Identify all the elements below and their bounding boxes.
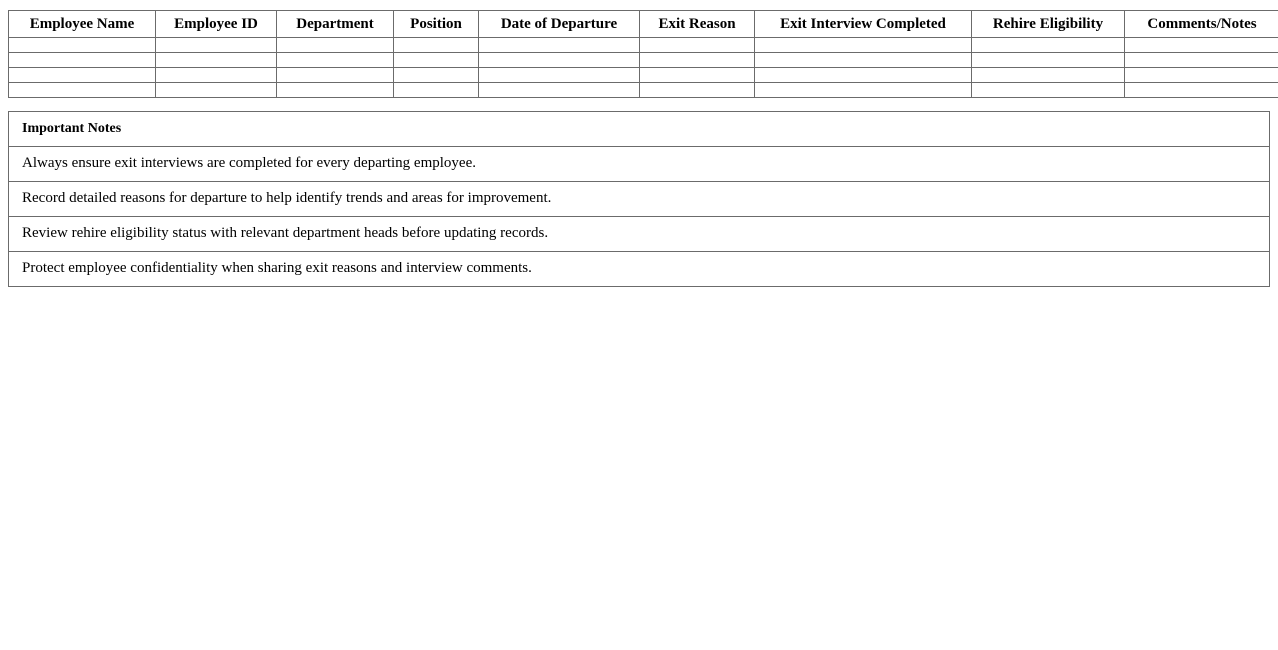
notes-header-row: [9, 112, 1270, 147]
cell-employee-id[interactable]: [156, 53, 277, 68]
cell-comments-notes[interactable]: [1125, 53, 1278, 68]
column-header-exit-reason: Exit Reason: [640, 11, 755, 38]
cell-date-of-departure[interactable]: [479, 68, 640, 83]
cell-employee-id[interactable]: [156, 38, 277, 53]
table-row[interactable]: [9, 38, 1278, 53]
cell-department[interactable]: [277, 53, 394, 68]
cell-employee-id[interactable]: [156, 83, 277, 98]
table-row[interactable]: [9, 83, 1278, 98]
cell-employee-name[interactable]: [9, 83, 156, 98]
cell-exit-reason[interactable]: [640, 68, 755, 83]
cell-exit-interview-completed[interactable]: [755, 38, 972, 53]
table-header-row: [9, 11, 1278, 38]
cell-exit-reason[interactable]: [640, 53, 755, 68]
important-notes-section: [8, 111, 1270, 287]
column-header-position: Position: [394, 11, 479, 38]
column-header-comments-notes: Comments/Notes: [1125, 11, 1278, 38]
cell-rehire-eligibility[interactable]: [972, 38, 1125, 53]
cell-exit-reason[interactable]: [640, 83, 755, 98]
note-item: Review rehire eligibility status with relevant department heads before updating records.: [9, 217, 1270, 252]
note-item: Record detailed reasons for departure to help identify trends and areas for improvement.: [9, 182, 1270, 217]
column-header-exit-interview-completed: Exit Interview Completed: [755, 11, 972, 38]
cell-exit-interview-completed[interactable]: [755, 68, 972, 83]
cell-department[interactable]: [277, 38, 394, 53]
employee-departure-table: [8, 10, 1278, 98]
notes-row: [9, 217, 1270, 252]
column-header-employee-name: Employee Name: [9, 11, 156, 38]
cell-date-of-departure[interactable]: [479, 53, 640, 68]
cell-exit-interview-completed[interactable]: [755, 83, 972, 98]
cell-position[interactable]: [394, 83, 479, 98]
cell-comments-notes[interactable]: [1125, 68, 1278, 83]
cell-rehire-eligibility[interactable]: [972, 83, 1125, 98]
cell-employee-id[interactable]: [156, 68, 277, 83]
important-notes-table: [8, 111, 1270, 287]
cell-employee-name[interactable]: [9, 53, 156, 68]
column-header-date-of-departure: Date of Departure: [479, 11, 640, 38]
table-row[interactable]: [9, 68, 1278, 83]
cell-exit-reason[interactable]: [640, 38, 755, 53]
notes-row: [9, 252, 1270, 287]
cell-rehire-eligibility[interactable]: [972, 53, 1125, 68]
note-item: Always ensure exit interviews are completed for every departing employee.: [9, 147, 1270, 182]
cell-date-of-departure[interactable]: [479, 38, 640, 53]
cell-comments-notes[interactable]: [1125, 38, 1278, 53]
table-header: [9, 11, 1278, 38]
cell-rehire-eligibility[interactable]: [972, 68, 1125, 83]
cell-comments-notes[interactable]: [1125, 83, 1278, 98]
cell-position[interactable]: [394, 38, 479, 53]
cell-position[interactable]: [394, 53, 479, 68]
cell-date-of-departure[interactable]: [479, 83, 640, 98]
column-header-rehire-eligibility: Rehire Eligibility: [972, 11, 1125, 38]
table-body: [9, 38, 1278, 98]
notes-header-label: Important Notes: [9, 112, 1270, 147]
cell-exit-interview-completed[interactable]: [755, 53, 972, 68]
cell-department[interactable]: [277, 68, 394, 83]
notes-row: [9, 182, 1270, 217]
notes-row: [9, 147, 1270, 182]
column-header-employee-id: Employee ID: [156, 11, 277, 38]
table-row[interactable]: [9, 53, 1278, 68]
cell-employee-name[interactable]: [9, 68, 156, 83]
column-header-department: Department: [277, 11, 394, 38]
cell-department[interactable]: [277, 83, 394, 98]
cell-position[interactable]: [394, 68, 479, 83]
document-page: [0, 0, 1278, 287]
cell-employee-name[interactable]: [9, 38, 156, 53]
note-item: Protect employee confidentiality when sharing exit reasons and interview comments.: [9, 252, 1270, 287]
